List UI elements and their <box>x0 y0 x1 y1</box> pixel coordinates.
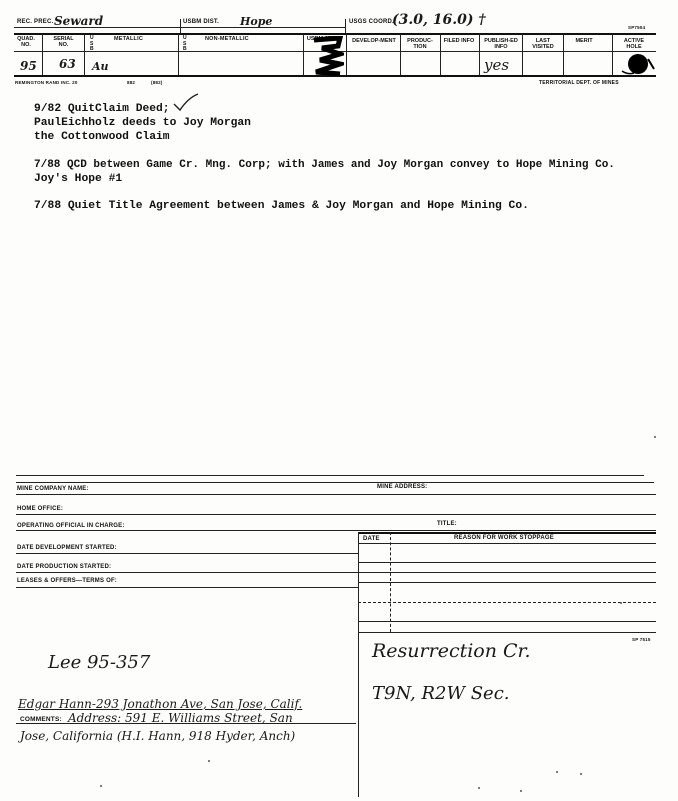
development-label: DEVELOP-MENT <box>352 38 396 44</box>
metallic-label: METALLIC <box>114 36 143 42</box>
serial-no-value: 63 <box>59 57 76 71</box>
date-label: DATE <box>363 536 380 542</box>
usbm-dist-label: USBM DIST. <box>183 19 220 25</box>
leases-label: LEASES & OFFERS—TERMS OF: <box>17 578 118 584</box>
address-line-1: Edgar Hann-293 Jonathon Ave, San Jose, Calif. <box>18 697 303 711</box>
comments-label: COMMENTS: <box>20 716 62 723</box>
printer-label: REMINGTON RAND INC. 20 <box>15 80 78 85</box>
usgs-coord-label: USGS COORD. <box>349 19 394 25</box>
rec-prec-value: Seward <box>54 14 104 28</box>
dept-label: TERRITORIAL DEPT. OF MINES <box>539 80 619 86</box>
usbm-stat-label: USBM STAT. <box>306 36 340 42</box>
active-hole-label: ACTIVE HOLE <box>623 38 645 50</box>
address-line-3: Jose, California (H.I. Hann, 918 Hyder, Anch) <box>20 729 296 743</box>
resurrection-creek-note: Resurrection Cr. <box>372 640 531 662</box>
production-label: PRODUC-TION <box>407 38 433 50</box>
note-line-4: 7/88 QCD between Game Cr. Mng. Corp; with James and Joy Morgan convey to Hope Mining Co. <box>34 159 615 171</box>
usbm-stat-mark <box>310 36 344 76</box>
note-line-3: the Cottonwood Claim <box>34 131 170 143</box>
rec-prec-label: REC. PREC. <box>17 19 54 25</box>
form-number-top: SP7504 <box>628 25 646 30</box>
date-development-started-label: DATE DEVELOPMENT STARTED: <box>17 545 117 551</box>
last-visited-label: LAST VISITED <box>532 38 554 50</box>
merit-label: MERIT <box>575 38 593 44</box>
metallic-value: Au <box>92 60 109 73</box>
check-mark-icon <box>172 92 200 112</box>
quad-no-value: 95 <box>20 59 37 73</box>
title-label: TITLE: <box>437 521 457 527</box>
note-line-2: PaulEichholz deeds to Joy Morgan <box>34 117 251 129</box>
note-line-6: 7/88 Quiet Title Agreement between James & Joy Morgan and Hope Mining Co. <box>34 200 529 212</box>
note-line-1: 9/82 QuitClaim Deed; <box>34 103 170 115</box>
township-range-note: T9N, R2W Sec. <box>372 683 510 704</box>
serial-no-label: SERIAL NO. <box>53 36 74 48</box>
mine-company-name-label: MINE COMPANY NAME: <box>17 486 89 492</box>
usbm-dist-value: Hope <box>240 15 273 28</box>
printer-code-1: 882 <box>127 80 136 85</box>
reference-number-note: Lee 95-357 <box>48 652 151 673</box>
date-production-started-label: DATE PRODUCTION STARTED: <box>17 564 112 570</box>
reason-label: REASON FOR WORK STOPPAGE <box>454 535 554 541</box>
form-number-bottom: SP 7515 <box>632 637 651 642</box>
quad-no-label: QUAD. NO. <box>17 36 35 48</box>
published-info-value: yes <box>484 56 510 74</box>
address-line-2: Address: 591 E. Williams Street, San <box>68 711 293 725</box>
filed-info-label: FILED INFO <box>443 38 475 44</box>
active-hole-mark <box>620 53 656 79</box>
nonmetallic-label: NON-METALLIC <box>205 36 249 42</box>
operating-official-label: OPERATING OFFICIAL IN CHARGE: <box>17 523 125 529</box>
printer-code-2: (882) <box>151 80 163 85</box>
home-office-label: HOME OFFICE: <box>17 506 64 512</box>
metallic-u-letters: U S B <box>90 35 94 52</box>
note-line-5: Joy's Hope #1 <box>34 173 123 185</box>
nonmetallic-u-letters: U S B <box>183 35 187 52</box>
mine-address-label: MINE ADDRESS: <box>377 484 428 490</box>
published-info-label: PUBLISH-ED INFO <box>484 38 518 50</box>
usgs-coord-value: (3.0, 16.0) † <box>392 12 486 28</box>
